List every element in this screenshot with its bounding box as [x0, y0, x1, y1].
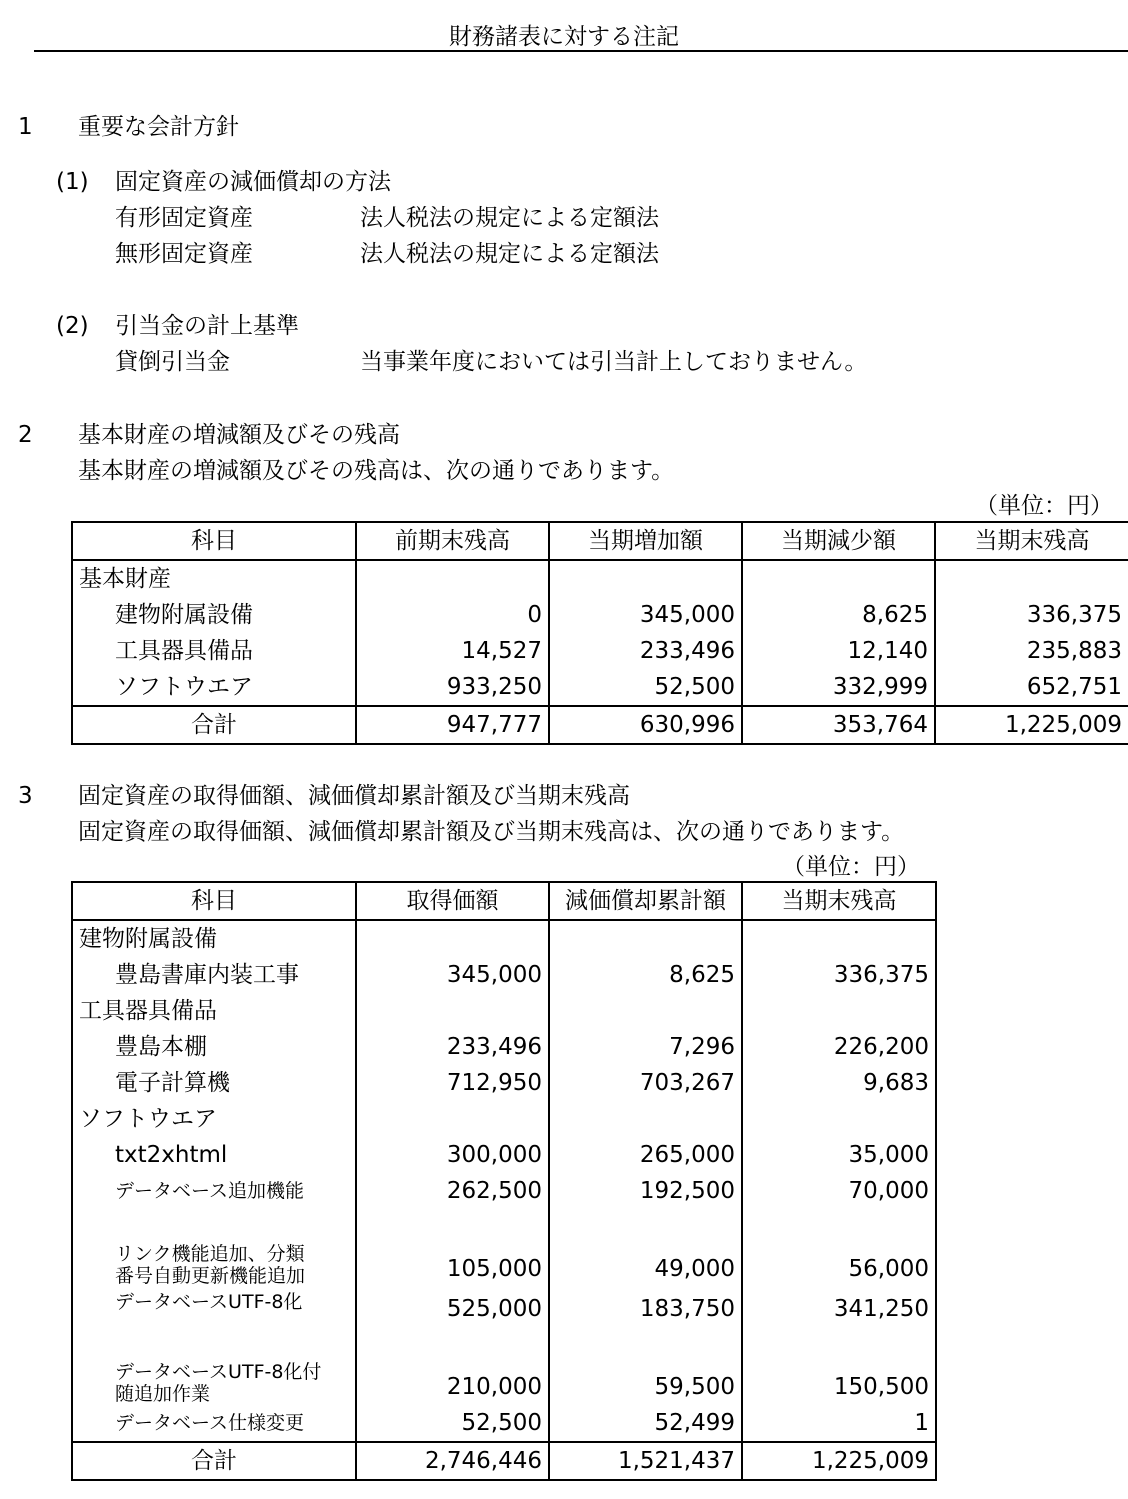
- value-cell: 233,496: [549, 633, 742, 669]
- table-row: [72, 1327, 936, 1405]
- sub1-number: (1): [56, 169, 89, 195]
- value-cell: 183,750: [549, 1287, 742, 1327]
- total-value: 947,777: [356, 706, 549, 744]
- total-value: 1,521,437: [549, 1442, 742, 1480]
- value-cell: 933,250: [356, 669, 549, 706]
- total-label: 合計: [72, 1442, 356, 1480]
- table-row: [72, 1101, 936, 1137]
- section3-heading: 固定資産の取得価額、減価償却累計額及び当期末残高: [78, 783, 630, 809]
- header-cell: 当期末残高: [935, 522, 1128, 560]
- section3-number: 3: [18, 783, 33, 809]
- item-name-line2: 随追加作業: [115, 1383, 211, 1405]
- page-title: 財務諸表に対する注記: [449, 24, 679, 50]
- table-row: [72, 993, 936, 1029]
- header-cell: 取得価額: [356, 882, 549, 920]
- table-row: [72, 669, 1128, 706]
- item-name: txt2xhtml: [72, 1137, 356, 1173]
- basic-assets-table: [71, 521, 1128, 745]
- category-label: 工具器具備品: [72, 993, 356, 1029]
- item-name: 電子計算機: [72, 1065, 356, 1101]
- table-header-row: [72, 522, 1128, 560]
- item-name-line2: 番号自動更新機能追加: [115, 1265, 306, 1287]
- table-row: [72, 1287, 936, 1327]
- value-cell: 703,267: [549, 1065, 742, 1101]
- table-row: [72, 957, 936, 993]
- value-cell: 52,500: [549, 669, 742, 706]
- table-row: [72, 1405, 936, 1442]
- section2-number: 2: [18, 422, 33, 448]
- sub1-heading: 固定資産の減価償却の方法: [115, 169, 391, 195]
- value-cell: 105,000: [356, 1209, 549, 1287]
- sub1-row1-value: 法人税法の規定による定額法: [360, 205, 659, 231]
- value-cell: 226,200: [742, 1029, 936, 1065]
- table-row: [72, 1137, 936, 1173]
- item-name: ソフトウエア: [72, 669, 356, 706]
- value-cell: 712,950: [356, 1065, 549, 1101]
- value-cell: 525,000: [356, 1287, 549, 1327]
- total-row: [72, 706, 1128, 744]
- total-value: 1,225,009: [742, 1442, 936, 1480]
- value-cell: 14,527: [356, 633, 549, 669]
- section2-unit: （単位：円）: [975, 493, 1113, 519]
- value-cell: 341,250: [742, 1287, 936, 1327]
- value-cell: 9,683: [742, 1065, 936, 1101]
- item-name: データベース追加機能: [72, 1173, 356, 1209]
- value-cell: 652,751: [935, 669, 1128, 706]
- sub2-heading: 引当金の計上基準: [115, 313, 299, 339]
- header-cell: 科目: [72, 882, 356, 920]
- total-value: 353,764: [742, 706, 935, 744]
- value-cell: 336,375: [935, 597, 1128, 633]
- value-cell: 336,375: [742, 957, 936, 993]
- total-row: [72, 1442, 936, 1480]
- header-cell: 科目: [72, 522, 356, 560]
- item-name: 工具器具備品: [72, 633, 356, 669]
- fixed-assets-table: [71, 881, 937, 1481]
- value-cell: 233,496: [356, 1029, 549, 1065]
- value-cell: 8,625: [549, 957, 742, 993]
- section1-heading: 重要な会計方針: [78, 114, 239, 140]
- value-cell: 8,625: [742, 597, 935, 633]
- category-label: 基本財産: [72, 560, 356, 597]
- value-cell: 0: [356, 597, 549, 633]
- value-cell: 210,000: [356, 1327, 549, 1405]
- table-row: [72, 920, 936, 957]
- value-cell: 262,500: [356, 1173, 549, 1209]
- item-name: 建物附属設備: [72, 597, 356, 633]
- header-cell: 前期末残高: [356, 522, 549, 560]
- title-underline: [34, 50, 1128, 52]
- item-name-line1: リンク機能追加、分類: [115, 1243, 305, 1265]
- item-name-multiline: [72, 1327, 356, 1405]
- sub2-row1-label: 貸倒引当金: [115, 349, 230, 375]
- value-cell: 235,883: [935, 633, 1128, 669]
- value-cell: 300,000: [356, 1137, 549, 1173]
- section3-unit: （単位：円）: [782, 854, 920, 880]
- value-cell: 52,499: [549, 1405, 742, 1442]
- total-value: 2,746,446: [356, 1442, 549, 1480]
- category-label: ソフトウエア: [72, 1101, 356, 1137]
- value-cell: 150,500: [742, 1327, 936, 1405]
- total-value: 1,225,009: [935, 706, 1128, 744]
- sub1-row1-label: 有形固定資産: [115, 205, 253, 231]
- sub1-row2-value: 法人税法の規定による定額法: [360, 241, 659, 267]
- total-value: 630,996: [549, 706, 742, 744]
- table-row: [72, 597, 1128, 633]
- value-cell: 345,000: [549, 597, 742, 633]
- value-cell: 332,999: [742, 669, 935, 706]
- value-cell: 35,000: [742, 1137, 936, 1173]
- value-cell: 265,000: [549, 1137, 742, 1173]
- item-name: 豊島書庫内装工事: [72, 957, 356, 993]
- header-cell: 減価償却累計額: [549, 882, 742, 920]
- table-header-row: [72, 882, 936, 920]
- table-row: [72, 633, 1128, 669]
- section3-text: 固定資産の取得価額、減価償却累計額及び当期末残高は、次の通りであります。: [78, 819, 905, 845]
- item-name: データベース仕様変更: [72, 1405, 356, 1442]
- header-cell: 当期増加額: [549, 522, 742, 560]
- table-row: [72, 1209, 936, 1287]
- section2-heading: 基本財産の増減額及びその残高: [78, 422, 400, 448]
- table-row: [72, 560, 1128, 597]
- table-row: [72, 1173, 936, 1209]
- value-cell: 59,500: [549, 1327, 742, 1405]
- item-name-multiline: [72, 1209, 356, 1287]
- value-cell: 49,000: [549, 1209, 742, 1287]
- header-cell: 当期減少額: [742, 522, 935, 560]
- value-cell: 1: [742, 1405, 936, 1442]
- value-cell: 52,500: [356, 1405, 549, 1442]
- category-label: 建物附属設備: [72, 920, 356, 957]
- value-cell: 12,140: [742, 633, 935, 669]
- value-cell: 56,000: [742, 1209, 936, 1287]
- value-cell: 345,000: [356, 957, 549, 993]
- section1-number: 1: [18, 114, 33, 140]
- item-name: 豊島本棚: [72, 1029, 356, 1065]
- table-row: [72, 1065, 936, 1101]
- item-name-line1: データベースUTF-8化付: [115, 1361, 322, 1383]
- sub2-number: (2): [56, 313, 89, 339]
- value-cell: 192,500: [549, 1173, 742, 1209]
- total-label: 合計: [72, 706, 356, 744]
- section2-text: 基本財産の増減額及びその残高は、次の通りであります。: [78, 458, 675, 484]
- sub1-row2-label: 無形固定資産: [115, 241, 253, 267]
- table-row: [72, 1029, 936, 1065]
- header-cell: 当期末残高: [742, 882, 936, 920]
- value-cell: 70,000: [742, 1173, 936, 1209]
- sub2-row1-value: 当事業年度においては引当計上しておりません。: [360, 349, 868, 375]
- value-cell: 7,296: [549, 1029, 742, 1065]
- item-name: データベースUTF-8化: [72, 1287, 356, 1327]
